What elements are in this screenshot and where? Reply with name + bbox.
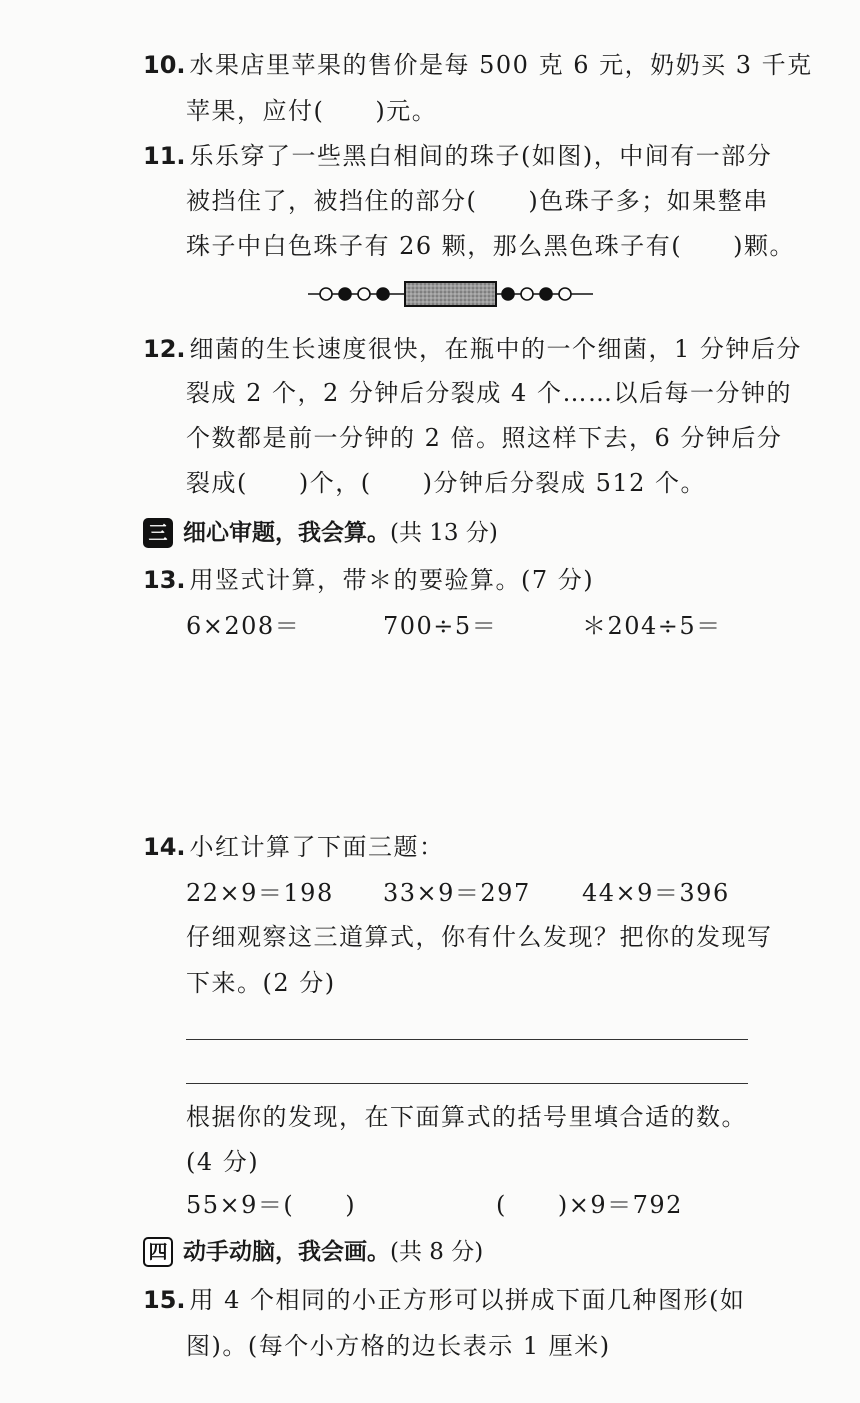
section3-points: (共 13 分) <box>390 520 498 546</box>
q11-line3: 珠子中白色珠子有 26 颗，那么黑色珠子有( )颗。 <box>186 232 796 260</box>
bead-string-figure <box>308 279 593 309</box>
q11-number: 11. <box>143 142 186 170</box>
q12-line1: 12. 细菌的生长速度很快，在瓶中的一个细菌，1 分钟后分 <box>143 335 802 363</box>
q14-expr-3: 44×9＝396 <box>582 879 730 907</box>
q12-line3: 个数都是前一分钟的 2 倍。照这样下去，6 分钟后分 <box>186 424 783 452</box>
bead-black <box>377 288 389 300</box>
q11-line1: 11. 乐乐穿了一些黑白相间的珠子(如图)，中间有一部分 <box>143 142 773 170</box>
q10-number: 10. <box>143 51 186 79</box>
q14-prompt-line2: 下来。(2 分) <box>186 969 336 997</box>
bead-white <box>559 288 571 300</box>
q14-fill-line2: (4 分) <box>186 1148 260 1176</box>
bead-black <box>339 288 351 300</box>
q13-expr-2: 700÷5＝ <box>383 612 498 640</box>
q12-line4: 裂成( )个，( )分钟后分裂成 512 个。 <box>186 469 707 497</box>
bead-white <box>358 288 370 300</box>
q14-fill-expr-1: 55×9＝( ) <box>186 1191 357 1219</box>
q13-expr-3: ＊204÷5＝ <box>582 612 722 640</box>
q14-number: 14. <box>143 833 186 861</box>
q13-number: 13. <box>143 566 186 594</box>
q15-line1: 15. 用 4 个相同的小正方形可以拼成下面几种图形(如 <box>143 1286 746 1314</box>
section4-points: (共 8 分) <box>390 1239 484 1265</box>
q12-line2: 裂成 2 个，2 分钟后分裂成 4 个……以后每一分钟的 <box>186 379 792 407</box>
q13-expr-1: 6×208＝ <box>186 612 301 640</box>
q10-line2: 苹果，应付( )元。 <box>186 97 438 125</box>
section4-title: 动手动脑，我会画。 <box>183 1239 390 1265</box>
q14-prompt-line1: 仔细观察这三道算式，你有什么发现？把你的发现写 <box>186 923 773 951</box>
q15-line2: 图)。(每个小方格的边长表示 1 厘米) <box>186 1332 611 1360</box>
q14-expr-1: 22×9＝198 <box>186 879 334 907</box>
bead-white <box>521 288 533 300</box>
q14-fill-line1: 根据你的发现，在下面算式的括号里填合适的数。 <box>186 1103 747 1131</box>
section4-badge: 四 <box>143 1237 173 1267</box>
q14-fill-expr-2: ( )×9＝792 <box>496 1191 683 1219</box>
section4-header <box>143 1237 483 1267</box>
q11-line2: 被挡住了，被挡住的部分( )色珠子多；如果整串 <box>186 187 769 215</box>
bead-white <box>320 288 332 300</box>
bead-black <box>540 288 552 300</box>
q14-line: 14. 小红计算了下面三题： <box>143 833 445 861</box>
q12-number: 12. <box>143 335 186 363</box>
section3-title: 细心审题，我会算。 <box>183 520 390 546</box>
section3-badge: 三 <box>143 518 173 548</box>
q14-expr-2: 33×9＝297 <box>383 879 531 907</box>
q13-line: 13. 用竖式计算，带＊的要验算。(7 分) <box>143 566 595 594</box>
section3-header <box>143 518 498 548</box>
q10-line1: 10. 水果店里苹果的售价是每 500 克 6 元，奶奶买 3 千克 <box>143 51 813 79</box>
answer-line-1[interactable] <box>186 1039 748 1040</box>
cover-block <box>405 282 496 306</box>
answer-line-2[interactable] <box>186 1083 748 1084</box>
bead-black <box>502 288 514 300</box>
q15-number: 15. <box>143 1286 186 1314</box>
